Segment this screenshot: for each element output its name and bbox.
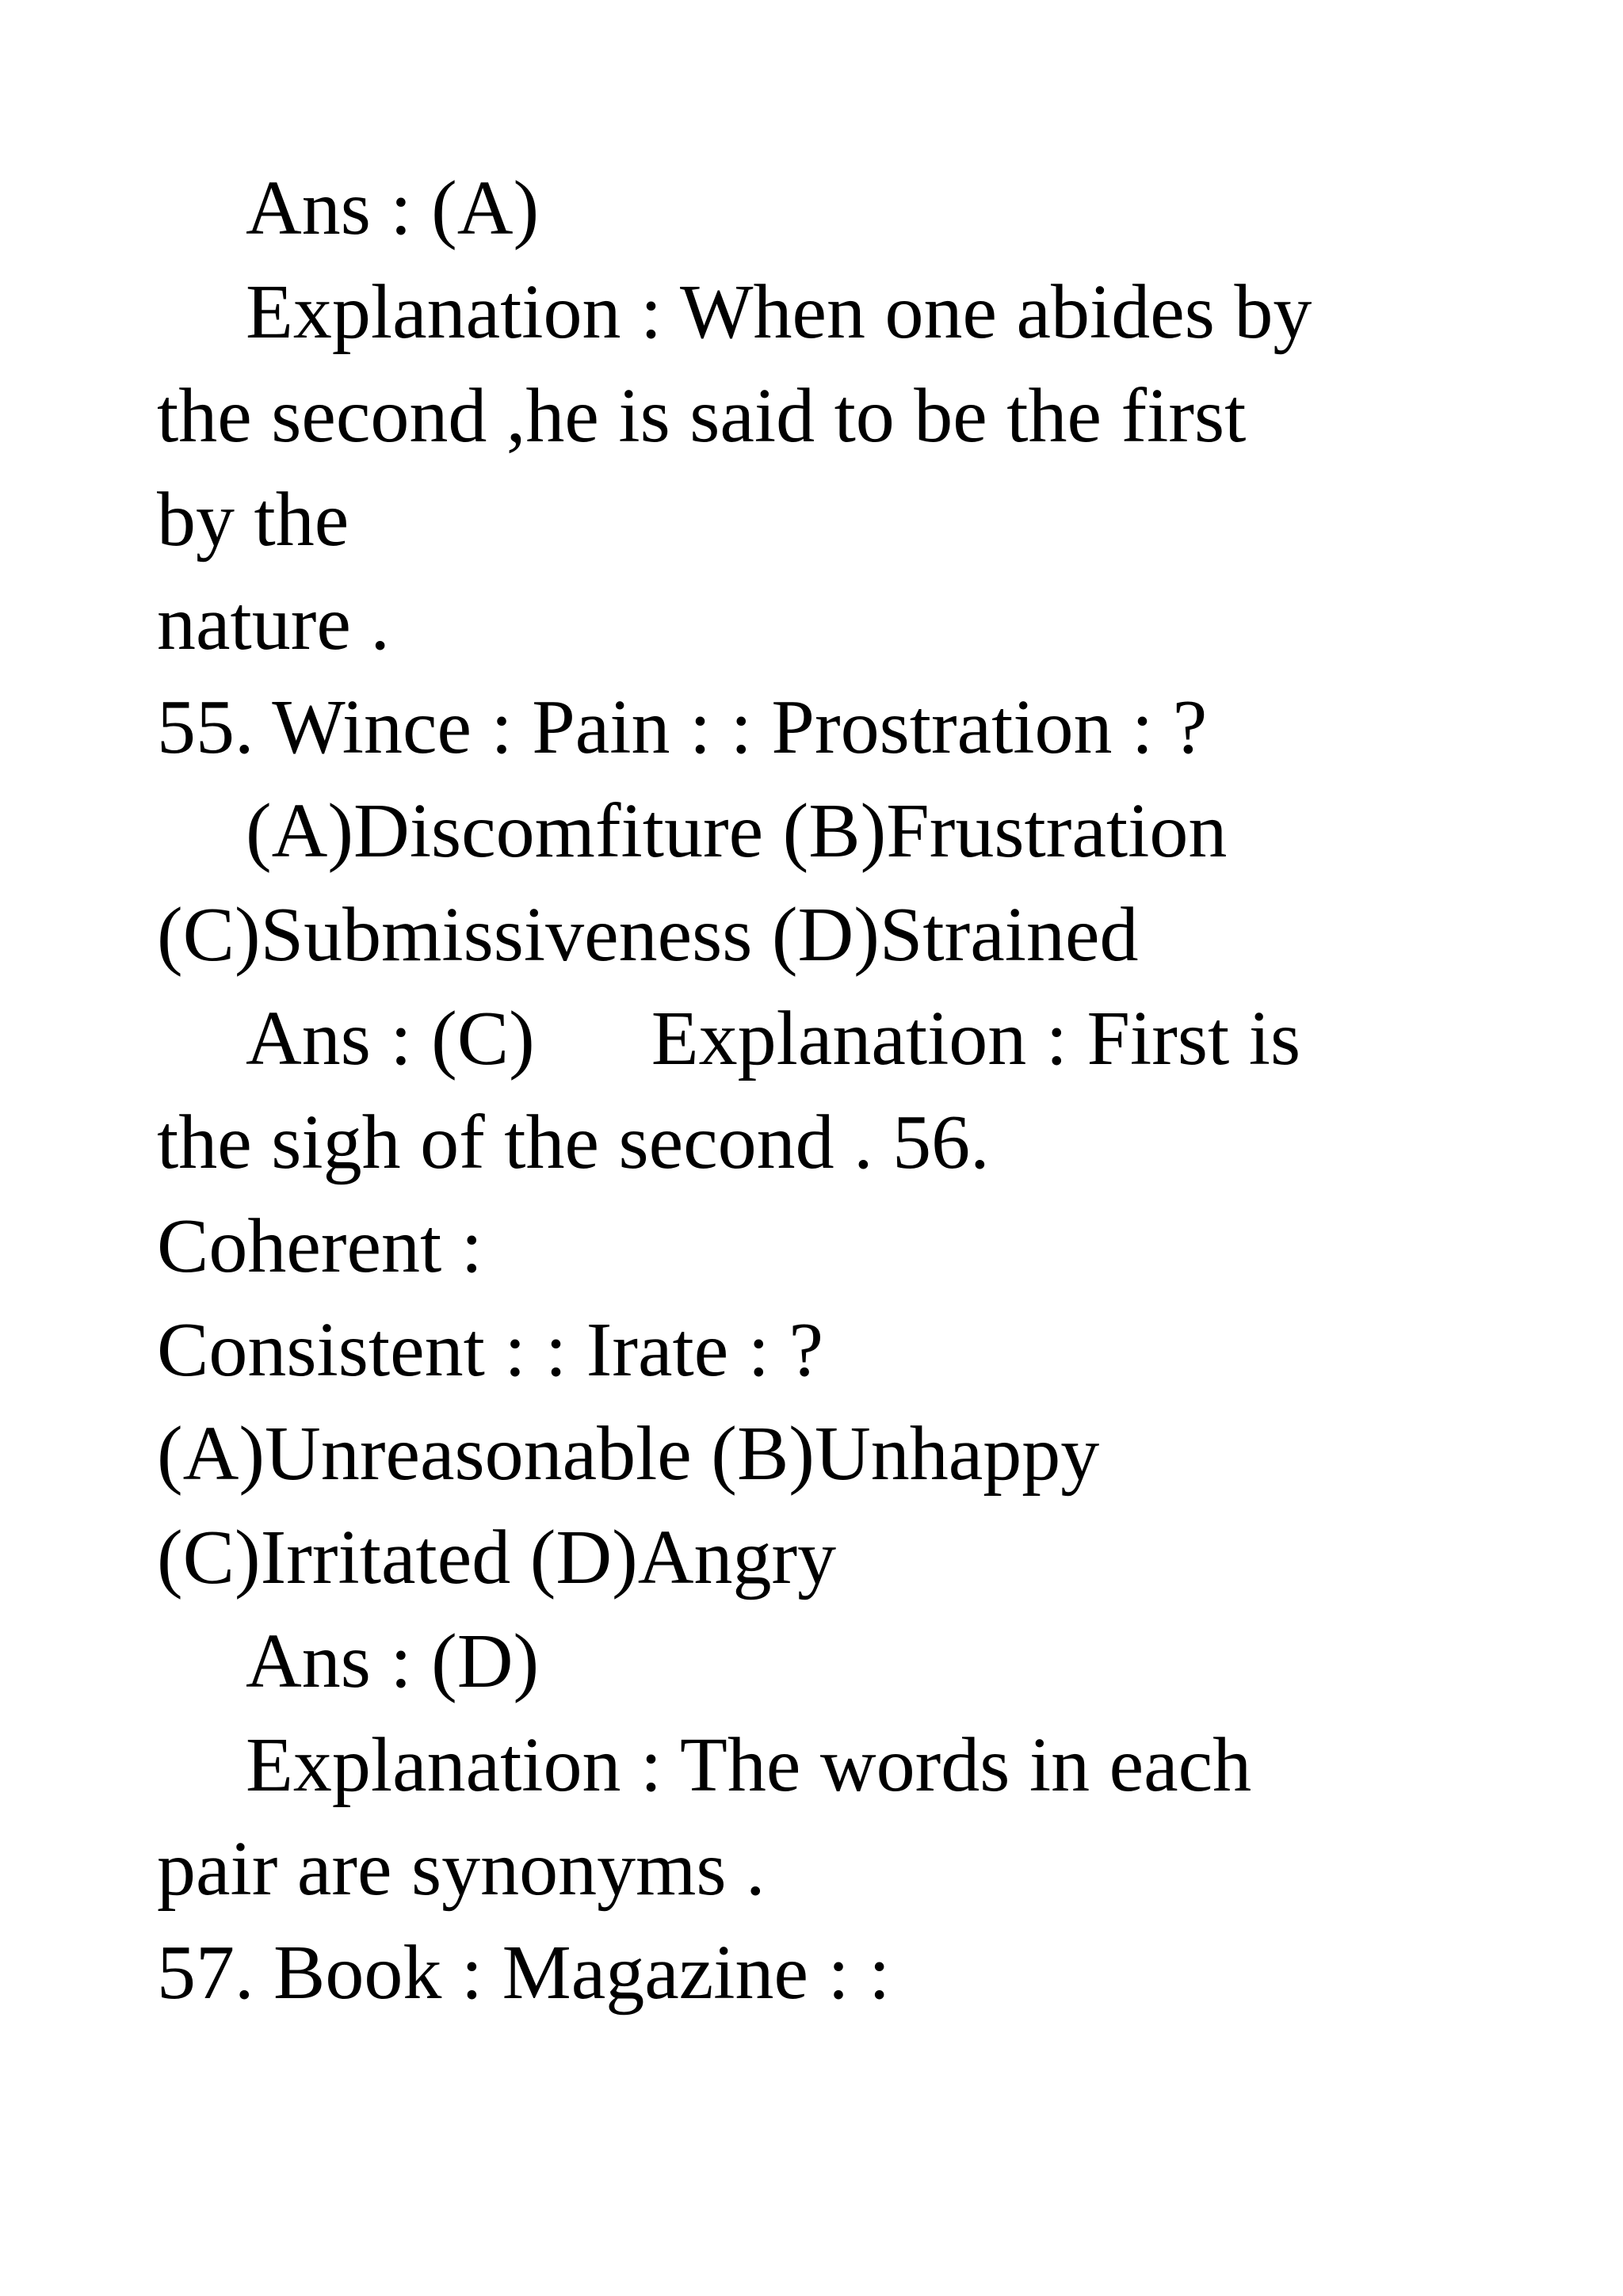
explanation-56-line-2: pair are synonyms . bbox=[157, 1826, 766, 1912]
answer-explanation-55: Ans : (C) Explanation : First is bbox=[246, 996, 1301, 1081]
options-55-line-1: (A)Discomfiture (B)Frustration bbox=[246, 788, 1228, 874]
question-55: 55. Wince : Pain : : Prostration : ? bbox=[157, 685, 1208, 770]
explanation-54-line-3: by the bbox=[157, 477, 349, 563]
explanation-56-line-1: Explanation : The words in each bbox=[246, 1722, 1252, 1808]
question-57: 57. Book : Magazine : : bbox=[157, 1930, 891, 2016]
options-56-line-1: (A)Unreasonable (B)Unhappy bbox=[157, 1411, 1100, 1497]
options-55-line-2: (C)Submissiveness (D)Strained bbox=[157, 892, 1139, 978]
explanation-54-line-2: the second ,he is said to be the first bbox=[157, 373, 1247, 459]
question-56-line-1: Coherent : bbox=[157, 1203, 483, 1289]
answer-54: Ans : (A) bbox=[246, 166, 540, 251]
explanation-54-line-1: Explanation : When one abides by bbox=[246, 269, 1312, 355]
answer-56: Ans : (D) bbox=[246, 1619, 540, 1704]
options-56-line-2: (C)Irritated (D)Angry bbox=[157, 1515, 837, 1600]
explanation-55-line-2: the sigh of the second . 56. bbox=[157, 1100, 990, 1185]
question-56-line-2: Consistent : : Irate : ? bbox=[157, 1307, 823, 1393]
explanation-54-line-4: nature . bbox=[157, 581, 390, 666]
